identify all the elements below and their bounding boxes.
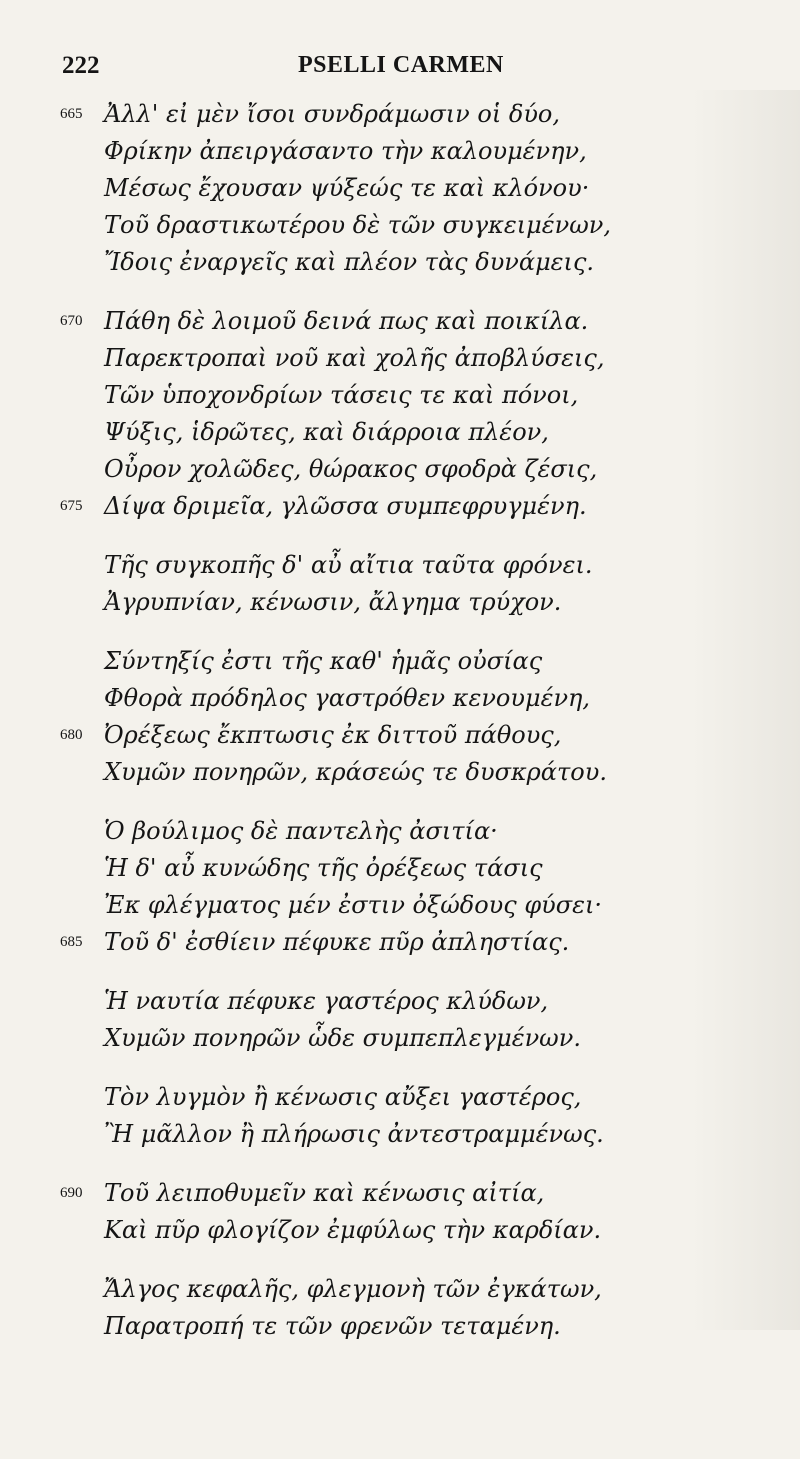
verse-text: Ἄλγος κεφαλῆς, φλεγμονὴ τῶν ἐγκάτων,	[104, 1275, 602, 1303]
line-number: 690	[60, 1185, 83, 1201]
verse-line	[0, 887, 800, 924]
verse-line	[0, 1079, 800, 1116]
verse-text: Σύντηξίς ἐστι τῆς καθ' ἡμᾶς οὐσίας	[104, 647, 543, 675]
verse-line	[0, 813, 800, 850]
verse-text: Χυμῶν πονηρῶν, κράσεώς τε δυσκράτου.	[104, 758, 607, 786]
verse-text: Μέσως ἔχουσαν ψύξεώς τε καὶ κλόνου·	[104, 174, 590, 202]
verse-line	[0, 1271, 800, 1308]
verse-text: Ἡ ναυτία πέφυκε γαστέρος κλύδων,	[104, 987, 549, 1015]
verse-line	[0, 451, 800, 488]
verse-text: Τὸν λυγμὸν ἢ κένωσις αὔξει γαστέρος,	[104, 1083, 582, 1111]
verse-text: Φρίκην ἀπειργάσαντο τὴν καλουμένην,	[104, 137, 587, 165]
verse-text: Ἴδοις ἐναργεῖς καὶ πλέον τὰς δυνάμεις.	[104, 248, 595, 276]
verse-line	[0, 983, 800, 1020]
verse-line	[0, 96, 800, 133]
verse-line	[0, 1020, 800, 1057]
verse-line	[0, 377, 800, 414]
verse-line	[0, 547, 800, 584]
verse-line	[0, 680, 800, 717]
stanza	[0, 813, 800, 961]
stanza	[0, 303, 800, 525]
line-number: 665	[60, 106, 83, 122]
verse-text: Χυμῶν πονηρῶν ὧδε συμπεπλεγμένων.	[104, 1024, 581, 1052]
verse-line	[0, 643, 800, 680]
verse-text: Ἀλλ' εἰ μὲν ἴσοι συνδράμωσιν οἱ δύο,	[104, 100, 560, 128]
verse-text: Τοῦ δραστικωτέρου δὲ τῶν συγκειμένων,	[104, 211, 611, 239]
stanza	[0, 547, 800, 621]
stanza	[0, 96, 800, 281]
verse-line	[0, 1175, 800, 1212]
line-number: 685	[60, 934, 83, 950]
verse-text: Τοῦ δ' ἐσθίειν πέφυκε πῦρ ἀπληστίας.	[104, 928, 570, 956]
verse-text: Δίψα δριμεῖα, γλῶσσα συμπεφρυγμένη.	[104, 492, 587, 520]
verse-text: Τῶν ὑποχονδρίων τάσεις τε καὶ πόνοι,	[104, 381, 579, 409]
verse-line	[0, 1116, 800, 1153]
poem-body	[0, 96, 800, 1367]
line-number: 670	[60, 313, 83, 329]
verse-text: Οὖρον χολῶδες, θώρακος σφοδρὰ ζέσις,	[104, 455, 598, 483]
verse-line	[0, 133, 800, 170]
verse-line	[0, 754, 800, 791]
verse-text: Ὁ βούλιμος δὲ παντελὴς ἀσιτία·	[104, 817, 498, 845]
page-number: 222	[62, 52, 100, 79]
verse-line	[0, 488, 800, 525]
verse-line	[0, 207, 800, 244]
verse-text: Ἡ δ' αὖ κυνώδης τῆς ὀρέξεως τάσις	[104, 854, 543, 882]
verse-text: Καὶ πῦρ φλογίζον ἐμφύλως τὴν καρδίαν.	[104, 1216, 602, 1244]
verse-text: Παρεκτροπαὶ νοῦ καὶ χολῆς ἀποβλύσεις,	[104, 344, 605, 372]
stanza	[0, 1271, 800, 1345]
verse-text: Παρατροπή τε τῶν φρενῶν τεταμένη.	[104, 1312, 561, 1340]
verse-line	[0, 717, 800, 754]
verse-text: Τοῦ λειποθυμεῖν καὶ κένωσις αἰτία,	[104, 1179, 545, 1207]
verse-line	[0, 340, 800, 377]
verse-text: Ἐκ φλέγματος μέν ἐστιν ὀξώδους φύσει·	[104, 891, 603, 919]
verse-line	[0, 924, 800, 961]
verse-line	[0, 414, 800, 451]
verse-text: Ὀρέξεως ἔκπτωσις ἐκ διττοῦ πάθους,	[104, 721, 562, 749]
verse-text: Ἢ μᾶλλον ἢ πλήρωσις ἀντεστραμμένως.	[104, 1120, 604, 1148]
line-number: 675	[60, 498, 83, 514]
verse-line	[0, 584, 800, 621]
verse-line	[0, 1308, 800, 1345]
verse-text: Φθορὰ πρόδηλος γαστρόθεν κενουμένη,	[104, 684, 591, 712]
stanza	[0, 643, 800, 791]
verse-line	[0, 1212, 800, 1249]
verse-line	[0, 303, 800, 340]
running-head: PSELLI CARMEN	[298, 52, 504, 78]
verse-line	[0, 170, 800, 207]
verse-text: Ψύξις, ἱδρῶτες, καὶ διάρροια πλέον,	[104, 418, 549, 446]
stanza	[0, 983, 800, 1057]
page-header	[0, 52, 800, 92]
verse-line	[0, 244, 800, 281]
verse-text: Τῆς συγκοπῆς δ' αὖ αἴτια ταῦτα φρόνει.	[104, 551, 593, 579]
stanza	[0, 1175, 800, 1249]
line-number: 680	[60, 727, 83, 743]
verse-line	[0, 850, 800, 887]
stanza	[0, 1079, 800, 1153]
verse-text: Πάθη δὲ λοιμοῦ δεινά πως καὶ ποικίλα.	[104, 307, 589, 335]
verse-text: Ἀγρυπνίαν, κένωσιν, ἄλγημα τρύχον.	[104, 588, 562, 616]
